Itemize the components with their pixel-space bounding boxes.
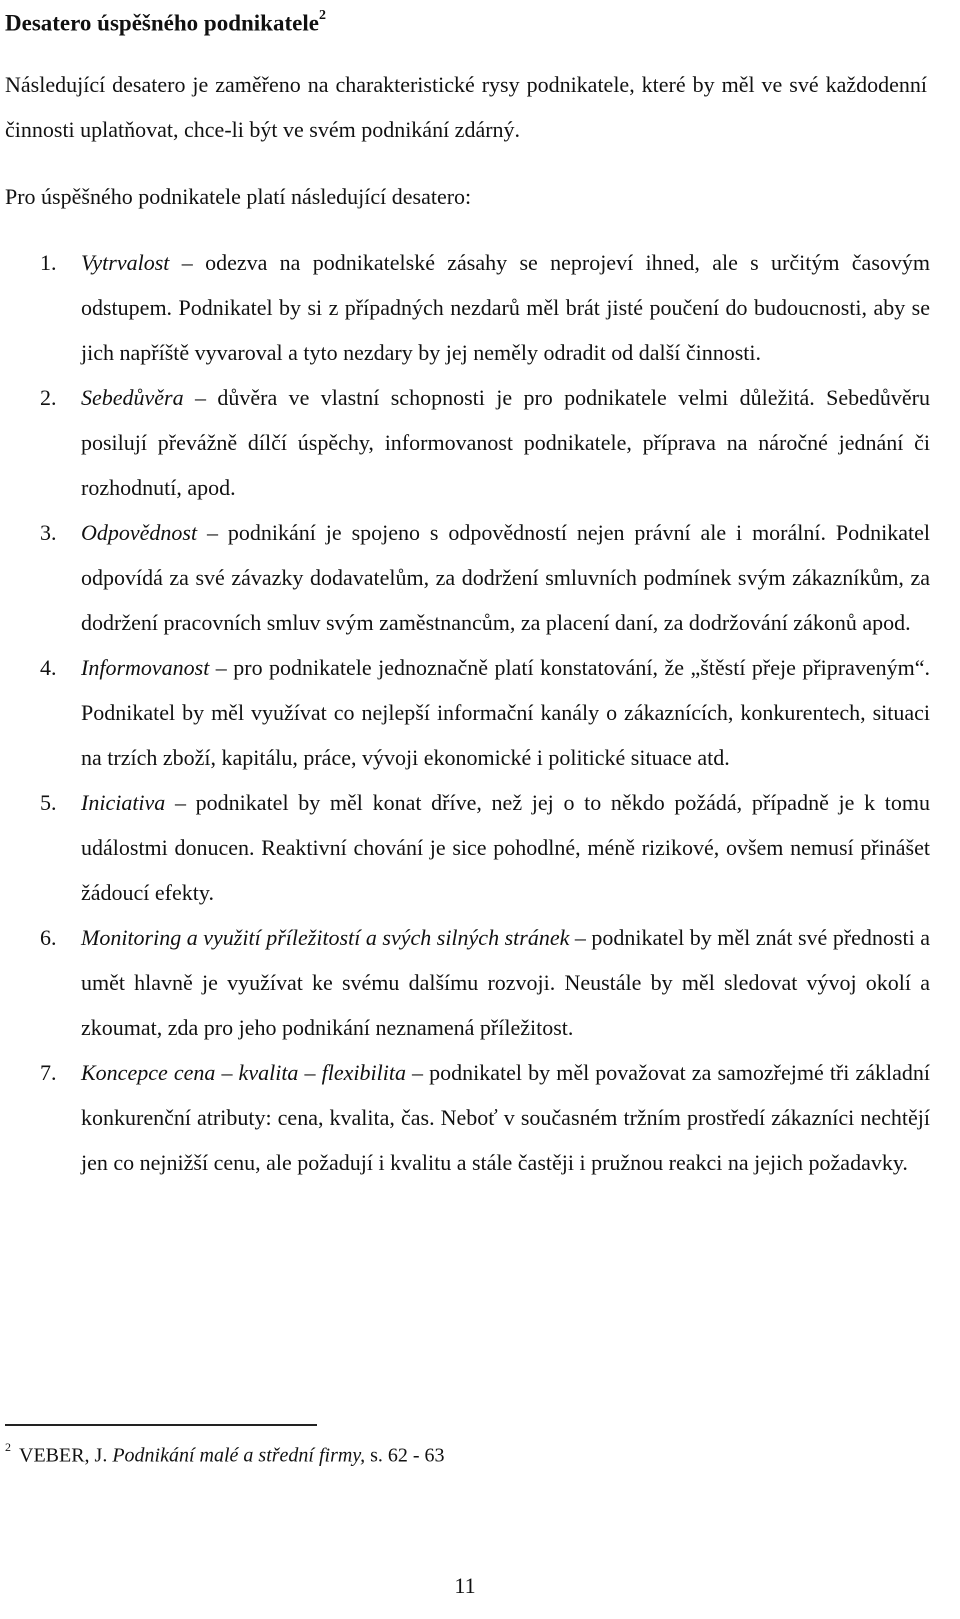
principles-list xyxy=(0,240,930,1185)
list-item-term: Vytrvalost xyxy=(81,250,170,275)
list-item xyxy=(0,645,930,780)
list-item-number: 2. xyxy=(40,385,57,410)
list-item xyxy=(0,240,930,375)
list-item-number: 3. xyxy=(40,520,57,545)
list-item-term: Informovanost xyxy=(81,655,210,680)
list-item-number: 6. xyxy=(40,925,57,950)
footnote-marker: 2 xyxy=(5,1440,11,1454)
list-item-number: 1. xyxy=(40,250,57,275)
document-title-text: Desatero úspěšného podnikatele xyxy=(5,10,319,36)
footnote xyxy=(5,1436,445,1470)
footnote-pages: s. 62 - 63 xyxy=(370,1444,445,1467)
list-item-number: 4. xyxy=(40,655,57,680)
footnote-separator xyxy=(5,1424,317,1426)
list-item-text: – důvěra ve vlastní schopnosti je pro podnikatele velmi důležitá. Sebedůvěru posilují převážně dílčí úspěchy, informovanost podnikatele, příprava na náročné jednání či rozhodnutí, apod. xyxy=(81,385,930,500)
page-number: 11 xyxy=(454,1573,476,1598)
footnote-work: Podnikání malé a střední firmy, xyxy=(112,1444,366,1467)
list-item xyxy=(0,375,930,510)
list-item-text: – odezva na podnikatelské zásahy se neprojeví ihned, ale s určitým časovým odstupem. Podnikatel by si z případných nezdarů měl brát jisté poučení do budoucnosti, aby se jich napříště vyvaroval a tyto nezdary by jej neměly odradit od další činnosti. xyxy=(81,250,930,365)
intro-paragraph: Následující desatero je zaměřeno na charakteristické rysy podnikatele, které by měl ve své každodenní činnosti uplatňovat, chce-li být ve svém podnikání zdárný. xyxy=(5,72,927,142)
list-item-number: 5. xyxy=(40,790,57,815)
list-item-number: 7. xyxy=(40,1060,57,1085)
list-item-term: Iniciativa xyxy=(81,790,166,815)
list-item-term: Koncepce cena – kvalita – flexibilita xyxy=(81,1060,406,1085)
list-item-text: – podnikatel by měl konat dříve, než jej o to někdo požádá, případně je k tomu událostmi donucen. Reaktivní chování je sice pohodlné, méně rizikové, ovšem nemusí přinášet žádoucí efekty. xyxy=(81,790,930,905)
list-item xyxy=(0,510,930,645)
list-item xyxy=(0,1050,930,1185)
footnote-reference: 2 xyxy=(318,8,326,23)
list-item xyxy=(0,915,930,1050)
document-title xyxy=(5,4,326,39)
list-item-text: – podnikání je spojeno s odpovědností nejen právní ale i morální. Podnikatel odpovídá za své závazky dodavatelům, za dodržení smluvních podmínek svým zákazníkům, za dodržení pracovních smluv svým zaměstnancům, za placení daní, za dodržování zákonů apod. xyxy=(81,520,930,635)
list-item xyxy=(0,780,930,915)
list-item-text: – pro podnikatele jednoznačně platí konstatování, že „štěstí přeje připraveným“. Podnikatel by měl využívat co nejlepší informační kanály o zákaznících, konkurentech, situaci na trzích zboží, kapitálu, práce, vývoji ekonomické i politické situace atd. xyxy=(81,655,930,770)
list-item-term: Sebedůvěra xyxy=(81,385,184,410)
lead-paragraph: Pro úspěšného podnikatele platí následující desatero: xyxy=(5,184,472,209)
list-item-term: Odpovědnost xyxy=(81,520,198,545)
list-item-text: – podnikatel by měl znát své přednosti a umět hlavně je využívat ke svému dalšímu rozvoji. Neustále by měl sledovat vývoj okolí a zkoumat, zda pro jeho podnikání neznamená příležitost. xyxy=(81,925,930,1040)
footnote-author: VEBER, J. xyxy=(19,1444,108,1467)
list-item-text: – podnikatel by měl považovat za samozřejmé tři základní konkurenční atributy: cena, kvalita, čas. Neboť v současném tržním prostředí zákazníci nechtějí jen co nejnižší cenu, ale požadují i kvalitu a stále častěji i pružnou reakci na jejich požadavky. xyxy=(81,1060,930,1175)
list-item-term: Monitoring a využití příležitostí a svých silných stránek xyxy=(81,925,570,950)
